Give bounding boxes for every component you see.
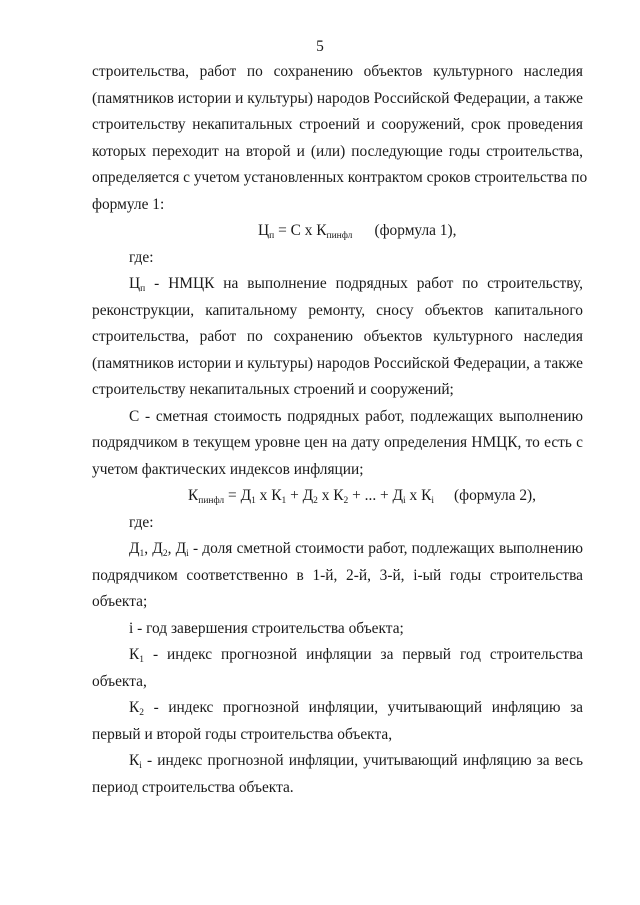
definition-text: - индекс прогнозной инфляции, учитывающий инфляцию за <box>144 699 583 716</box>
paragraph-line: которых переходит на второй и (или) последующие годы строительства, <box>92 142 583 160</box>
where-label: где: <box>129 513 154 531</box>
definition-symbol: , Д <box>144 540 163 557</box>
formula-subscript: i <box>403 496 406 506</box>
paragraph-line: определяется с учетом установленных контрактом сроков строительства по <box>92 169 588 186</box>
formula-subscript: 1 <box>251 496 256 506</box>
paragraph-line: период строительства объекта. <box>92 778 294 796</box>
formula-1 <box>92 218 583 245</box>
definition-symbol: Д <box>129 540 140 557</box>
definition-symbol: К <box>129 646 140 663</box>
paragraph-line: объекта; <box>92 593 148 610</box>
definition-symbol: К <box>129 752 140 769</box>
paragraph-line: подрядчиком в текущем уровне цен на дату определения НМЦК, то есть с <box>92 434 583 451</box>
formula-subscript: 1 <box>281 496 287 506</box>
formula-text: = Д <box>224 487 252 504</box>
formula-label: (формула 1), <box>374 222 457 239</box>
formula-text: x К <box>405 487 432 504</box>
paragraph-line: (памятников истории и культуры) народов Российской Федерации, а также <box>92 89 583 107</box>
formula-text: + ... + Д <box>348 487 404 504</box>
where-label: где: <box>129 248 154 266</box>
paragraph-line: (памятников истории и культуры) народов Российской Федерации, а также <box>92 354 583 372</box>
paragraph-line <box>92 748 583 775</box>
paragraph-line <box>92 271 583 298</box>
paragraph-line: учетом фактических индексов инфляции; <box>92 460 364 478</box>
paragraph-line: реконструкции, капитальному ремонту, сносу объектов капитального <box>92 301 583 319</box>
formula-label: (формула 2), <box>453 487 537 504</box>
document-body <box>92 59 588 801</box>
formula-text: + Д <box>286 487 314 504</box>
formula-subscript: пинфл <box>198 496 225 506</box>
definition-subscript: 1 <box>139 655 145 665</box>
paragraph-line: формуле 1: <box>92 195 165 213</box>
definition-symbol: , Д <box>167 540 187 557</box>
paragraph-line: первый и второй годы строительства объекта, <box>92 725 393 743</box>
formula-text: x К <box>255 487 282 504</box>
definition-symbol: Ц <box>129 275 141 292</box>
formula-text: = С x К <box>274 222 327 239</box>
paragraph-line: подрядчиком соответственно в 1-й, 2-й, 3-й, i-ый годы строительства <box>92 566 583 584</box>
definition-text: - индекс прогнозной инфляции, учитывающий инфляцию за весь <box>141 752 583 769</box>
page-number: 5 <box>316 38 324 55</box>
definition-text: - индекс прогнозной инфляции за первый год строительства <box>144 646 583 663</box>
definition-text: - НМЦК на выполнение подрядных работ по строительству, <box>145 275 583 292</box>
definition-subscript: 2 <box>139 708 145 718</box>
definition-symbol: К <box>129 699 140 716</box>
formula-subscript: i <box>431 496 434 506</box>
paragraph-line: С - сметная стоимость подрядных работ, подлежащих выполнению <box>129 407 583 425</box>
paragraph-line: строительству некапитальных строений и сооружений; <box>92 381 454 398</box>
formula-subscript: 2 <box>343 496 349 506</box>
paragraph-line: строительству некапитальных строений и сооружений, срок проведения <box>92 116 583 133</box>
definition-subscript: i <box>186 549 189 559</box>
formula-symbol: К <box>188 487 199 504</box>
definition-subscript: 2 <box>162 549 168 559</box>
paragraph-line: строительства, работ по сохранению объектов культурного наследия <box>92 328 583 345</box>
definition-subscript: 1 <box>139 549 145 559</box>
definition-subscript: п <box>140 284 146 294</box>
paragraph-line <box>92 536 583 563</box>
definition-subscript: i <box>139 761 142 771</box>
formula-2 <box>92 483 583 510</box>
formula-symbol: Ц <box>258 222 270 239</box>
paragraph-line: объекта, <box>92 672 147 690</box>
paragraph-line: строительства, работ по сохранению объектов культурного наследия <box>92 63 583 80</box>
formula-text: x К <box>317 487 344 504</box>
formula-subscript: пинфл <box>326 231 353 241</box>
formula-subscript: п <box>269 231 275 241</box>
formula-subscript: 2 <box>313 496 318 506</box>
paragraph-line: i - год завершения строительства объекта; <box>129 619 404 637</box>
paragraph-line <box>92 642 583 669</box>
definition-text: - доля сметной стоимости работ, подлежащих выполнению <box>188 540 583 557</box>
paragraph-line <box>92 695 583 722</box>
